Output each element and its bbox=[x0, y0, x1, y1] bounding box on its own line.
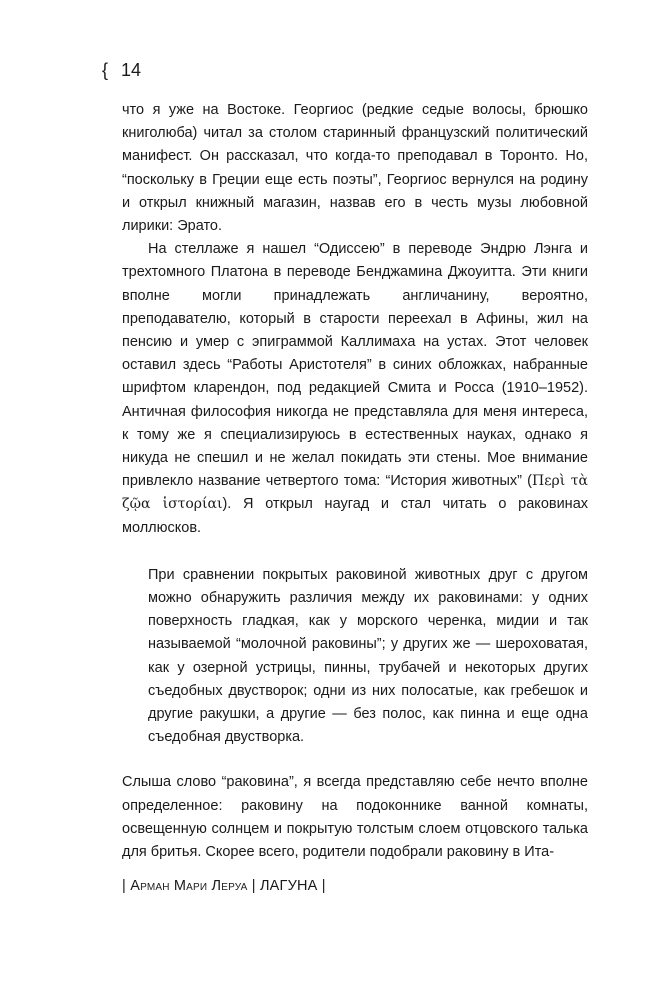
greek-title: Περὶ τὰ ζῷα ἱστορίαι bbox=[122, 473, 588, 513]
footer-separator: | bbox=[247, 878, 260, 894]
brace-ornament: { bbox=[102, 60, 109, 80]
footer-separator: | bbox=[317, 878, 326, 894]
paragraph-1: что я уже на Востоке. Георгиос (редкие седые волосы, брюшко книголюба) читал за столом старинный французский политический манифест. Он рассказал, что когда-то преподавал в Торонто. Но, “поскольку в Греции еще есть поэты”, Георгиос вернулся на родину и открыл книжный магазин, назвав его в честь музы любовной лирики: Эрато. bbox=[122, 102, 588, 235]
paragraph-2-text-after: ). Я открыл наугад и стал читать о раковинах моллюсков. bbox=[122, 496, 589, 536]
page-number: 14 bbox=[121, 60, 142, 80]
running-footer bbox=[122, 878, 326, 894]
body-text bbox=[122, 99, 588, 864]
paragraph-2-text-before: На стеллаже я нашел “Одиссею” в переводе Эндрю Лэнга и трехтомного Платона в переводе Бенджамина Джоуитта. Эти книги вполне могли принадлежать англичанину, вероятно, преподавателю, который в старости переехал в Афины, жил на пенсию и умер с эпиграммой Каллимаха на устах. Этот человек оставил здесь “Работы Аристотеля” в синих обложках, набранные шрифтом кларендон, под редакцией Смита и Росса (1910–1952). Античная философия никогда не представляла для меня интереса, к тому же я специализируюсь в естественных науках, однако я никуда не спешил и не желал покидать эти стены. Мое внимание привлекло название четвертого тома: “История животных” ( bbox=[122, 241, 588, 490]
footer-separator: | bbox=[122, 878, 131, 894]
footer-book-title: ЛАГУНА bbox=[259, 878, 318, 894]
page-header bbox=[102, 58, 141, 82]
footer-author: Арман Мари Леруа bbox=[130, 878, 248, 894]
paragraph-3: Слыша слово “раковина”, я всегда представляю себе нечто вполне определенное: раковину на подоконнике ванной комнаты, освещенную солнцем и покрытую толстым слоем отцовского талька для бритья. Скорее всего, родители подобрали раковину в Ита- bbox=[122, 774, 588, 861]
paragraph-2 bbox=[122, 238, 588, 540]
block-quote: При сравнении покрытых раковиной животных друг с другом можно обнаружить различия между их раковинами: у одних поверхность гладкая, как у морского черенка, мидии и так называемой “молочной раковины”; у других же — шероховатая, как у озерной устрицы, пинны, трубачей и некоторых других съедобных двустворок; одни из них полосатые, как гребешок и другие ракушки, а другие — без полос, как пинна и еще одна съедобная двустворка. bbox=[148, 566, 588, 746]
